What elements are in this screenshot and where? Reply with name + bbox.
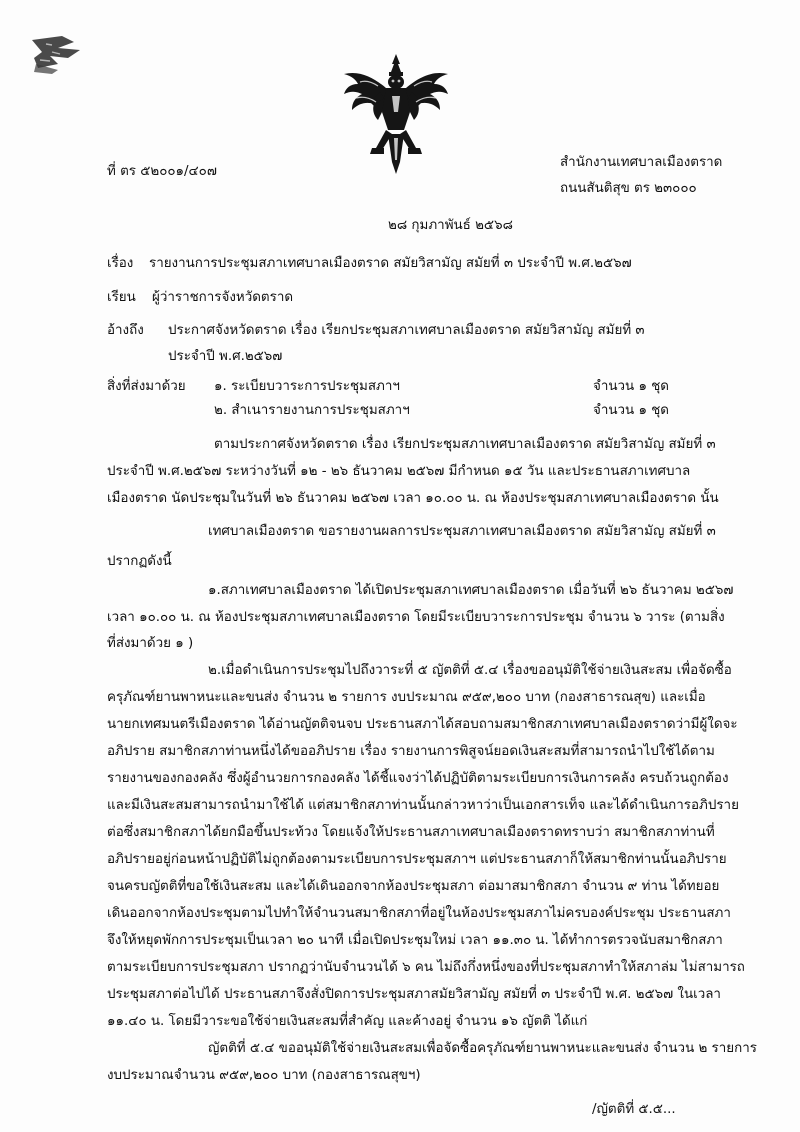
body-line: อภิปรายอยู่ก่อนหน้าปฏิบัติไม่ถูกต้องตามระเบียบการประชุมสภาฯ แต่ประธานสภาก็ให้สมาชิกท่านนั้นอภิปราย [107,852,727,867]
body-line: เทศบาลเมืองตราด ขอรายงานผลการประชุมสภาเทศบาลเมืองตราด สมัยวิสามัญ สมัยที่ ๓ [208,524,716,539]
garuda-emblem-icon [340,52,452,176]
motion-line: งบประมาณจำนวน ๙๕๙,๒๐๐ บาท (กองสาธารณสุขฯ) [107,1068,421,1083]
enclosure-item: ๒. สำเนารายงานการประชุมสภาฯ [214,403,410,418]
document-date: ๒๘ กุมภาพันธ์ ๒๕๖๘ [388,218,513,233]
reference-line: ประจำปี พ.ศ.๒๕๖๗ [168,349,283,364]
continuation-marker: /ญัตติที่ ๕.๕... [592,1102,676,1117]
body-line: เวลา ๑๐.๐๐ น. ณ ห้องประชุมสภาเทศบาลเมืองตราด โดยมีระเบียบวาระการประชุม จำนวน ๖ วาระ (ตามสิ่ง [107,610,725,625]
body-line: รายงานของกองคลัง ซึ่งผู้อำนวยการกองคลัง ได้ชี้แจงว่าได้ปฏิบัติตามระเบียบการเงินการคลัง ครบถ้วนถูกต้อง [107,771,729,786]
body-line: ตามประกาศจังหวัดตราด เรื่อง เรียกประชุมสภาเทศบาลเมืองตราด สมัยวิสามัญ สมัยที่ ๓ [214,437,716,452]
body-line: ๒.เมื่อดำเนินการประชุมไปถึงวาระที่ ๕ ญัตติที่ ๕.๔ เรื่องขออนุมัติใช้จ่ายเงินสะสม เพื่อจัดซื้อ [208,663,732,678]
subject-text: รายงานการประชุมสภาเทศบาลเมืองตราด สมัยวิสามัญ สมัยที่ ๓ ประจำปี พ.ศ.๒๕๖๗ [149,256,632,271]
document-number: ที่ ตร ๕๒๐๐๑/๔๐๗ [107,164,217,179]
body-line: จนครบญัตติที่ขอใช้เงินสะสม และได้เดินออกจากห้องประชุมสภา ต่อมาสมาชิกสภา จำนวน ๙ ท่าน ได้ทยอย [107,879,720,894]
recipient-label: เรียน [107,290,136,305]
body-line: เดินออกจากห้องประชุมตามไปทำให้จำนวนสมาชิกสภาที่อยู่ในห้องประชุมสภาไม่ครบองค์ประชุม ประธานสภา [107,906,731,921]
motion-line: ญัตติที่ ๕.๔ ขออนุมัติใช้จ่ายเงินสะสมเพื่อจัดซื้อครุภัณฑ์ยานพาหนะและขนส่ง จำนวน ๒ รายการ [208,1041,757,1056]
body-line: นายกเทศมนตรีเมืองตราด ได้อ่านญัตติจนจบ ประธานสภาได้สอบถามสมาชิกสภาเทศบาลเมืองตราดว่ามีผู้ใดจะ [107,717,738,732]
body-line: จึงให้หยุดพักการประชุมเป็นเวลา ๒๐ นาที เมื่อเปิดประชุมใหม่ เวลา ๑๑.๓๐ น. ได้ทำการตรวจนับสมาชิกสภา [107,933,723,948]
office-address: ถนนสันติสุข ตร ๒๓๐๐๐ [560,181,697,196]
reference-label: อ้างถึง [107,323,144,338]
office-name: สำนักงานเทศบาลเมืองตราด [560,155,723,170]
scan-smudge-mark [28,34,108,76]
body-line: ๑๑.๔๐ น. โดยมีวาระขอใช้จ่ายเงินสะสมที่สำคัญ และค้างอยู่ จำนวน ๑๖ ญัตติ ได้แก่ [107,1014,588,1029]
subject-label: เรื่อง [107,256,134,271]
body-line: ประชุมสภาต่อไปได้ ประธานสภาจึงสั่งปิดการประชุมสภาสมัยวิสามัญ สมัยที่ ๓ ประจำปี พ.ศ. ๒๕๖๗ ในเวลา [107,987,721,1002]
body-line: ตามระเบียบการประชุมสภา ปรากฏว่านับจำนวนได้ ๖ คน ไม่ถึงกึ่งหนึ่งของที่ประชุมสภาทำให้สภาล่ม ไม่สามารถ [107,960,745,975]
body-line: ต่อซึ่งสมาชิกสภาได้ยกมือขึ้นประท้วง โดยแจ้งให้ประธานสภาเทศบาลเมืองตราดทราบว่า สมาชิกสภาท่านที่ [107,825,715,840]
enclosure-item: ๑. ระเบียบวาระการประชุมสภาฯ [214,379,400,394]
enclosures-label: สิ่งที่ส่งมาด้วย [107,379,186,394]
body-line: ครุภัณฑ์ยานพาหนะและขนส่ง จำนวน ๒ รายการ งบประมาณ ๙๕๙,๒๐๐ บาท (กองสาธารณสุข) และเมื่อ [107,690,706,705]
enclosure-qty: จำนวน ๑ ชุด [593,403,669,418]
reference-line: ประกาศจังหวัดตราด เรื่อง เรียกประชุมสภาเทศบาลเมืองตราด สมัยวิสามัญ สมัยที่ ๓ [168,323,645,338]
body-line: ประจำปี พ.ศ.๒๕๖๗ ระหว่างวันที่ ๑๒ - ๒๖ ธันวาคม ๒๕๖๗ มีกำหนด ๑๕ วัน และประธานสภาเทศบาล [107,464,691,479]
recipient-text: ผู้ว่าราชการจังหวัดตราด [152,290,294,305]
body-line: และมีเงินสะสมสามารถนำมาใช้ได้ แต่สมาชิกสภาท่านนั้นกล่าวหาว่าเป็นเอกสารเท็จ และได้ดำเนินการอภิปราย [107,798,739,813]
body-line: ที่ส่งมาด้วย ๑ ) [107,636,194,651]
body-line: เมืองตราด นัดประชุมในวันที่ ๒๖ ธันวาคม ๒๕๖๗ เวลา ๑๐.๐๐ น. ณ ห้องประชุมสภาเทศบาลเมืองตราด นั้น [107,491,719,506]
body-line: อภิปราย สมาชิกสภาท่านหนึ่งได้ขออภิปราย เรื่อง รายงานการพิสูจน์ยอดเงินสะสมที่สามารถนำไปใช้ได้ตาม [107,744,715,759]
enclosure-qty: จำนวน ๑ ชุด [593,379,669,394]
body-line: ปรากฏดังนี้ [107,554,172,569]
body-line: ๑.สภาเทศบาลเมืองตราด ได้เปิดประชุมสภาเทศบาลเมืองตราด เมื่อวันที่ ๒๖ ธันวาคม ๒๕๖๗ [208,583,734,598]
